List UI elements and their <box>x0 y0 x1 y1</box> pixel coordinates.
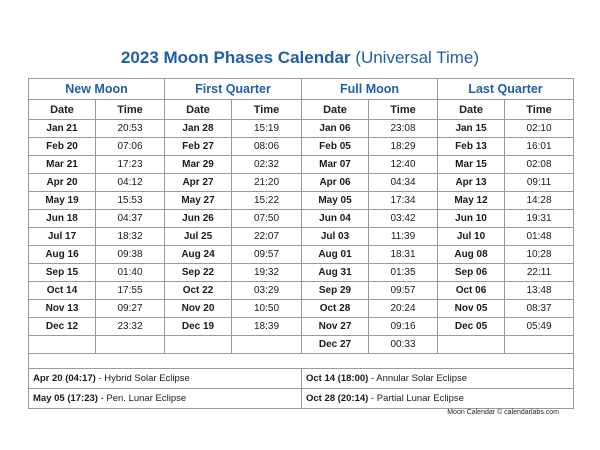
time-cell: 02:08 <box>505 156 574 174</box>
date-cell: Feb 20 <box>29 138 96 156</box>
time-cell: 01:48 <box>505 228 574 246</box>
date-cell: May 05 <box>302 192 369 210</box>
page-title <box>0 48 600 68</box>
date-cell: Feb 13 <box>438 138 505 156</box>
date-cell: Aug 08 <box>438 246 505 264</box>
date-cell: Sep 29 <box>302 282 369 300</box>
time-cell: 04:37 <box>96 210 165 228</box>
table-row <box>29 300 574 318</box>
eclipse-desc: - Hybrid Solar Eclipse <box>95 373 190 384</box>
time-cell: 15:22 <box>232 192 302 210</box>
date-cell: Jun 10 <box>438 210 505 228</box>
time-cell: 18:39 <box>232 318 302 336</box>
phase-last-quarter: Last Quarter <box>438 79 574 100</box>
time-cell: 08:37 <box>505 300 574 318</box>
eclipse-desc: - Annular Solar Eclipse <box>368 373 468 384</box>
time-cell: 11:39 <box>369 228 438 246</box>
time-cell: 20:53 <box>96 120 165 138</box>
time-cell: 17:34 <box>369 192 438 210</box>
date-cell: May 19 <box>29 192 96 210</box>
time-cell: 08:06 <box>232 138 302 156</box>
table-row <box>29 156 574 174</box>
table-row <box>29 228 574 246</box>
time-cell: 01:40 <box>96 264 165 282</box>
date-cell: Jun 04 <box>302 210 369 228</box>
col-date: Date <box>302 100 369 120</box>
col-date: Date <box>438 100 505 120</box>
time-cell: 19:32 <box>232 264 302 282</box>
phase-first-quarter: First Quarter <box>165 79 302 100</box>
col-time: Time <box>232 100 302 120</box>
date-cell: Jan 28 <box>165 120 232 138</box>
table-row <box>29 318 574 336</box>
time-cell: 18:29 <box>369 138 438 156</box>
eclipse-cell <box>29 389 302 409</box>
date-cell <box>165 336 232 354</box>
time-cell: 04:34 <box>369 174 438 192</box>
eclipse-row <box>29 389 574 409</box>
time-cell: 02:10 <box>505 120 574 138</box>
table-row <box>29 264 574 282</box>
table-row <box>29 174 574 192</box>
time-cell: 20:24 <box>369 300 438 318</box>
time-cell: 10:50 <box>232 300 302 318</box>
date-cell: Oct 28 <box>302 300 369 318</box>
time-cell: 18:31 <box>369 246 438 264</box>
time-cell: 12:40 <box>369 156 438 174</box>
date-cell: Oct 06 <box>438 282 505 300</box>
date-cell: Mar 15 <box>438 156 505 174</box>
phase-full-moon: Full Moon <box>302 79 438 100</box>
date-cell: Apr 27 <box>165 174 232 192</box>
date-cell: Aug 24 <box>165 246 232 264</box>
spacer-cell <box>29 354 574 369</box>
date-cell: Feb 05 <box>302 138 369 156</box>
time-cell: 19:31 <box>505 210 574 228</box>
date-cell: Nov 13 <box>29 300 96 318</box>
time-cell <box>505 336 574 354</box>
col-time: Time <box>369 100 438 120</box>
table-row <box>29 120 574 138</box>
date-cell <box>438 336 505 354</box>
time-cell: 09:57 <box>232 246 302 264</box>
time-cell: 01:35 <box>369 264 438 282</box>
table-row <box>29 282 574 300</box>
date-cell: Jul 17 <box>29 228 96 246</box>
date-cell: Dec 12 <box>29 318 96 336</box>
eclipse-date: Apr 20 (04:17) <box>33 373 96 384</box>
time-cell: 02:32 <box>232 156 302 174</box>
time-cell: 05:49 <box>505 318 574 336</box>
date-cell: Aug 31 <box>302 264 369 282</box>
time-cell: 15:19 <box>232 120 302 138</box>
date-cell: Mar 21 <box>29 156 96 174</box>
table-row <box>29 336 574 354</box>
time-cell: 13:48 <box>505 282 574 300</box>
table-row <box>29 138 574 156</box>
date-cell: Mar 29 <box>165 156 232 174</box>
time-cell: 10:28 <box>505 246 574 264</box>
eclipse-cell <box>302 369 574 389</box>
title-subtitle: (Universal Time) <box>355 48 480 67</box>
time-cell: 09:16 <box>369 318 438 336</box>
table-row <box>29 210 574 228</box>
time-cell <box>232 336 302 354</box>
phase-new-moon: New Moon <box>29 79 165 100</box>
eclipse-cell <box>302 389 574 409</box>
eclipse-date: Oct 28 (20:14) <box>306 393 369 404</box>
table-row <box>29 192 574 210</box>
date-cell: Dec 19 <box>165 318 232 336</box>
footer-credit: Moon Calendar © calendarlabs.com <box>447 409 559 416</box>
date-cell: Oct 14 <box>29 282 96 300</box>
date-cell: Aug 16 <box>29 246 96 264</box>
time-cell: 09:27 <box>96 300 165 318</box>
time-cell: 23:32 <box>96 318 165 336</box>
date-cell: Nov 20 <box>165 300 232 318</box>
column-header-row <box>29 100 574 120</box>
time-cell: 07:06 <box>96 138 165 156</box>
date-cell: May 27 <box>165 192 232 210</box>
table-row <box>29 246 574 264</box>
date-cell: Dec 05 <box>438 318 505 336</box>
phase-header-row <box>29 79 574 100</box>
date-cell: May 12 <box>438 192 505 210</box>
date-cell: Apr 13 <box>438 174 505 192</box>
time-cell: 17:23 <box>96 156 165 174</box>
time-cell: 03:42 <box>369 210 438 228</box>
date-cell: Jun 18 <box>29 210 96 228</box>
spacer-row <box>29 354 574 369</box>
col-date: Date <box>165 100 232 120</box>
time-cell: 09:38 <box>96 246 165 264</box>
time-cell: 21:20 <box>232 174 302 192</box>
col-date: Date <box>29 100 96 120</box>
date-cell: Nov 05 <box>438 300 505 318</box>
eclipse-desc: - Pen. Lunar Eclipse <box>97 393 187 404</box>
time-cell <box>96 336 165 354</box>
date-cell: Oct 22 <box>165 282 232 300</box>
time-cell: 22:11 <box>505 264 574 282</box>
eclipse-date: Oct 14 (18:00) <box>306 373 369 384</box>
col-time: Time <box>96 100 165 120</box>
date-cell: Apr 20 <box>29 174 96 192</box>
date-cell: Jun 26 <box>165 210 232 228</box>
time-cell: 14:28 <box>505 192 574 210</box>
date-cell: Sep 22 <box>165 264 232 282</box>
date-cell: Sep 15 <box>29 264 96 282</box>
time-cell: 03:29 <box>232 282 302 300</box>
date-cell: Jul 03 <box>302 228 369 246</box>
date-cell: Jul 10 <box>438 228 505 246</box>
time-cell: 00:33 <box>369 336 438 354</box>
time-cell: 07:50 <box>232 210 302 228</box>
title-main: 2023 Moon Phases Calendar <box>120 48 351 67</box>
eclipse-row <box>29 369 574 389</box>
eclipse-date: May 05 (17:23) <box>33 393 98 404</box>
date-cell: Mar 07 <box>302 156 369 174</box>
time-cell: 15:53 <box>96 192 165 210</box>
moon-phases-table <box>28 78 574 409</box>
time-cell: 09:57 <box>369 282 438 300</box>
eclipse-cell <box>29 369 302 389</box>
date-cell: Nov 27 <box>302 318 369 336</box>
time-cell: 18:32 <box>96 228 165 246</box>
eclipse-desc: - Partial Lunar Eclipse <box>368 393 464 404</box>
time-cell: 17:55 <box>96 282 165 300</box>
col-time: Time <box>505 100 574 120</box>
date-cell: Sep 06 <box>438 264 505 282</box>
time-cell: 04:12 <box>96 174 165 192</box>
date-cell <box>29 336 96 354</box>
time-cell: 23:08 <box>369 120 438 138</box>
date-cell: Jan 21 <box>29 120 96 138</box>
time-cell: 22:07 <box>232 228 302 246</box>
date-cell: Feb 27 <box>165 138 232 156</box>
time-cell: 09:11 <box>505 174 574 192</box>
date-cell: Jan 06 <box>302 120 369 138</box>
date-cell: Dec 27 <box>302 336 369 354</box>
date-cell: Apr 06 <box>302 174 369 192</box>
date-cell: Aug 01 <box>302 246 369 264</box>
time-cell: 16:01 <box>505 138 574 156</box>
date-cell: Jul 25 <box>165 228 232 246</box>
date-cell: Jan 15 <box>438 120 505 138</box>
